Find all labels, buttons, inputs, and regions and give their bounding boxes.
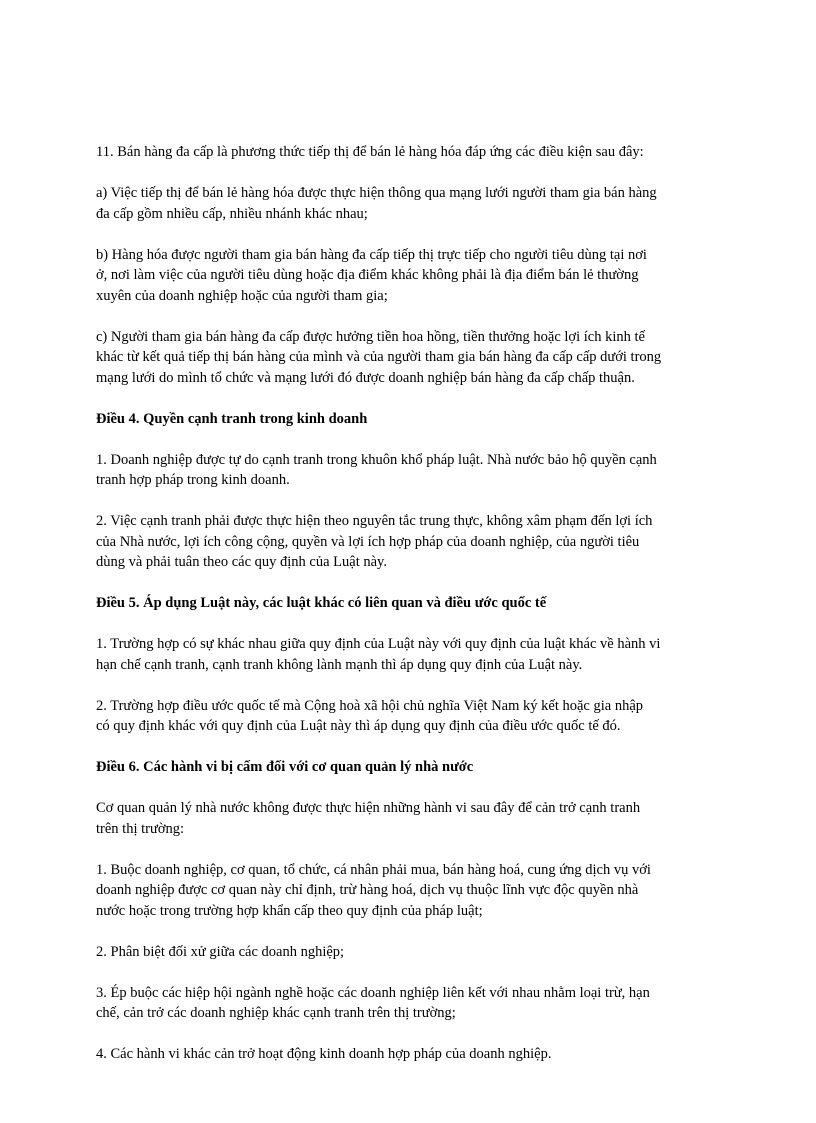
text-line: doanh nghiệp được cơ quan này chỉ định, trừ hàng hoá, dịch vụ thuộc lĩnh vực độc quyền nhà	[96, 882, 639, 898]
text-line: đa cấp gồm nhiều cấp, nhiều nhánh khác nhau;	[96, 205, 368, 222]
text-line: trên thị trường:	[96, 820, 185, 837]
paragraph-spacer	[96, 778, 726, 799]
paragraph-spacer	[96, 737, 726, 758]
paragraph-spacer	[96, 839, 726, 860]
text-line: tranh hợp pháp trong kinh doanh.	[96, 472, 290, 488]
text-line: 3. Ép buộc các hiệp hội ngành nghề hoặc các doanh nghiệp liên kết với nhau nhằm loại trừ, hạn	[96, 984, 650, 1001]
paragraph	[96, 327, 726, 389]
paragraph	[96, 245, 726, 307]
paragraph	[96, 142, 726, 163]
paragraph	[96, 183, 726, 224]
text-line: 2. Việc cạnh tranh phải được thực hiện theo nguyên tắc trung thực, không xâm phạm đến lợi ích	[96, 513, 653, 529]
paragraph	[96, 634, 726, 675]
paragraph	[96, 696, 726, 737]
document-page	[96, 142, 726, 1065]
text-line: mạng lưới do mình tổ chức và mạng lưới đó được doanh nghiệp bán hàng đa cấp chấp thuận.	[96, 369, 635, 386]
paragraph-spacer	[96, 306, 726, 327]
section-heading	[96, 593, 726, 614]
paragraph	[96, 450, 726, 491]
text-line: b) Hàng hóa được người tham gia bán hàng đa cấp tiếp thị trực tiếp cho người tiêu dùng tại nơi	[96, 246, 647, 263]
text-line: 1. Doanh nghiệp được tự do cạnh tranh trong khuôn khổ pháp luật. Nhà nước bảo hộ quyền cạnh	[96, 451, 657, 468]
paragraph	[96, 860, 726, 922]
text-line: xuyên của doanh nghiệp hoặc của người tham gia;	[96, 287, 388, 304]
paragraph-spacer	[96, 921, 726, 942]
text-line: 1. Trường hợp có sự khác nhau giữa quy định của Luật này với quy định của luật khác về hành vi	[96, 636, 661, 652]
paragraph-spacer	[96, 614, 726, 635]
paragraph	[96, 798, 726, 839]
text-line: 2. Trường hợp điều ước quốc tế mà Cộng hoà xã hội chủ nghĩa Việt Nam ký kết hoặc gia nhập	[96, 697, 643, 714]
text-line: 1. Buộc doanh nghiệp, cơ quan, tổ chức, cá nhân phải mua, bán hàng hoá, cung ứng dịch vụ với	[96, 861, 651, 878]
paragraph-spacer	[96, 429, 726, 450]
text-line: có quy định khác với quy định của Luật này thì áp dụng quy định của điều ước quốc tế đó.	[96, 718, 621, 734]
paragraph-spacer	[96, 224, 726, 245]
text-line: 11. Bán hàng đa cấp là phương thức tiếp thị để bán lẻ hàng hóa đáp ứng các điều kiện sau đây:	[96, 144, 644, 160]
text-line: 2. Phân biệt đối xử giữa các doanh nghiệp;	[96, 943, 345, 960]
paragraph-spacer	[96, 1024, 726, 1045]
paragraph-spacer	[96, 573, 726, 594]
paragraph	[96, 983, 726, 1024]
text-line: chế, cản trở các doanh nghiệp khác cạnh tranh trên thị trường;	[96, 1005, 456, 1021]
text-line: khác từ kết quả tiếp thị bán hàng của mình và của người tham gia bán hàng đa cấp cấp dưới trong	[96, 349, 662, 365]
text-line: Cơ quan quản lý nhà nước không được thực hiện những hành vi sau đây để cản trở cạnh tranh	[96, 800, 641, 816]
paragraph	[96, 1044, 726, 1065]
text-line: Điều 5. Áp dụng Luật này, các luật khác có liên quan và điều ước quốc tế	[96, 595, 547, 611]
text-line: Điều 4. Quyền cạnh tranh trong kinh doanh	[96, 410, 368, 427]
text-line: c) Người tham gia bán hàng đa cấp được hưởng tiền hoa hồng, tiền thưởng hoặc lợi ích kinh tế	[96, 328, 645, 345]
paragraph-spacer	[96, 163, 726, 184]
text-line: dùng và phải tuân theo các quy định của Luật này.	[96, 554, 387, 570]
text-line: hạn chế cạnh tranh, cạnh tranh không lành mạnh thì áp dụng quy định của Luật này.	[96, 656, 583, 673]
text-line: của Nhà nước, lợi ích công cộng, quyền và lợi ích hợp pháp của doanh nghiệp, của người tiêu	[96, 533, 640, 550]
paragraph-spacer	[96, 388, 726, 409]
section-heading	[96, 409, 726, 430]
text-line: nước hoặc trong trường hợp khẩn cấp theo quy định của pháp luật;	[96, 902, 483, 919]
text-line: 4. Các hành vi khác cản trở hoạt động kinh doanh hợp pháp của doanh nghiệp.	[96, 1046, 552, 1062]
paragraph-spacer	[96, 962, 726, 983]
paragraph-spacer	[96, 491, 726, 512]
paragraph	[96, 942, 726, 963]
text-line: Điều 6. Các hành vi bị cấm đối với cơ quan quản lý nhà nước	[96, 759, 474, 775]
section-heading	[96, 757, 726, 778]
text-line: ở, nơi làm việc của người tiêu dùng hoặc địa điểm khác không phải là địa điểm bán lẻ thường	[96, 267, 639, 283]
paragraph	[96, 511, 726, 573]
paragraph-spacer	[96, 675, 726, 696]
text-line: a) Việc tiếp thị để bán lẻ hàng hóa được thực hiện thông qua mạng lưới người tham gia bán hàng	[96, 185, 657, 201]
